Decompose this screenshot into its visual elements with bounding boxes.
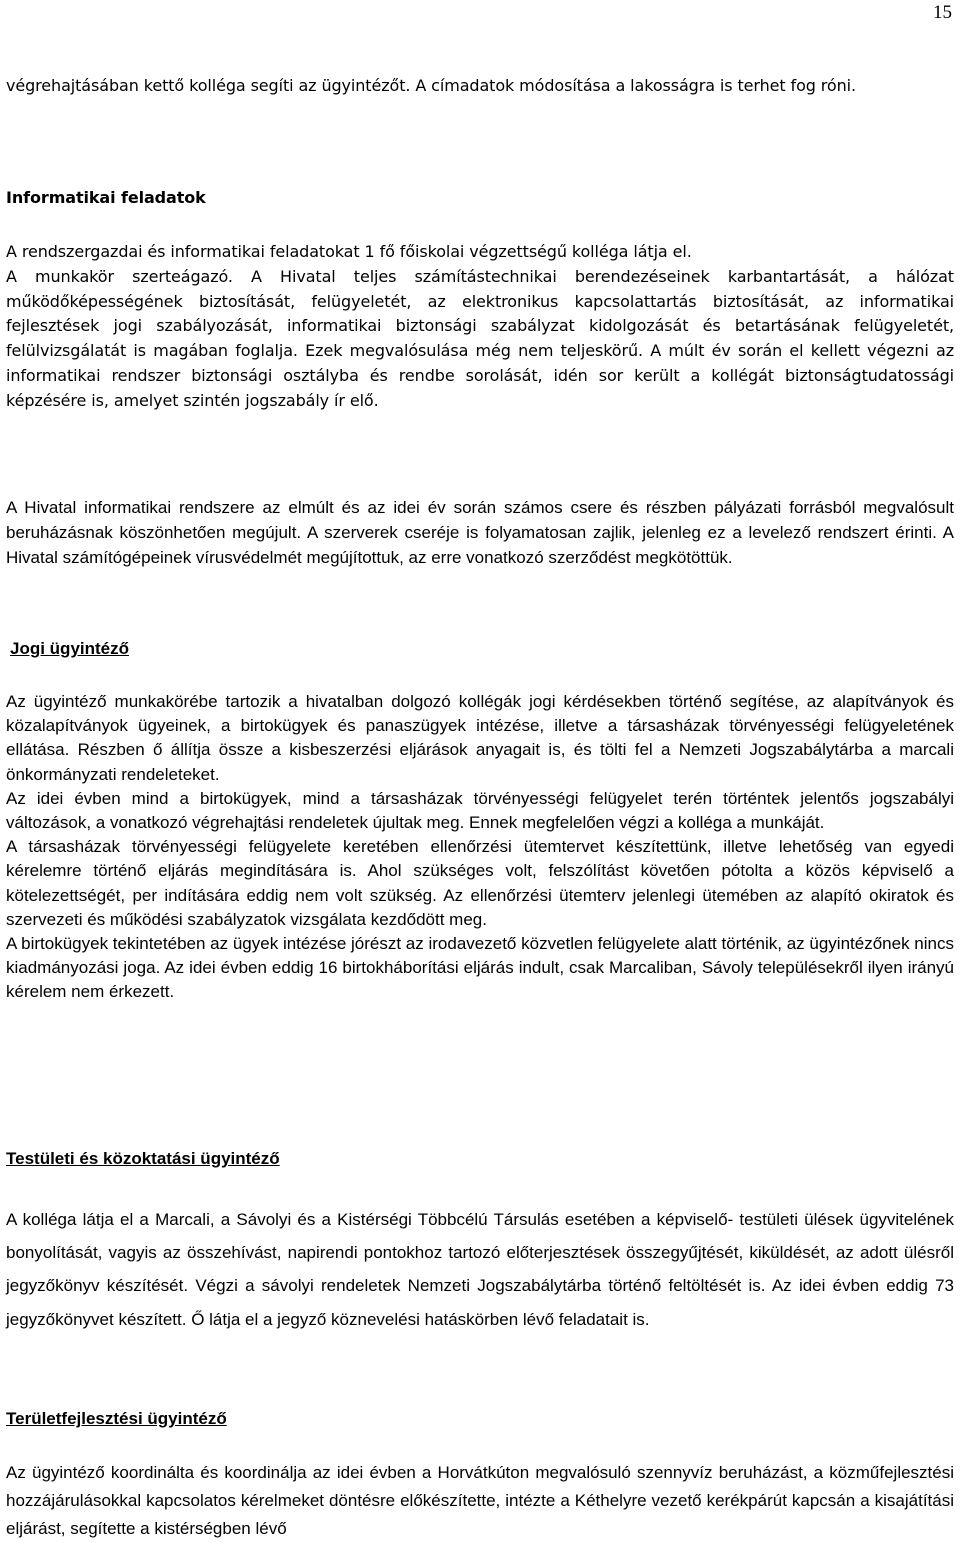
paragraph: Az idei évben mind a birtokügyek, mind a társasházak törvényességi felügyelet terén történtek jelentős jogszabályi változások, a vonatkozó végrehajtási rendeletek újultak meg. Ennek megfelelően végzi a kolléga a munkáját. xyxy=(6,788,954,833)
paragraph: A Hivatal informatikai rendszere az elmúlt és az idei év során számos csere és részben pályázati forrásból megvalósult beruházásnak köszönhetően megújult. A szerverek cseréje is folyamatosan zajlik, jelenleg ez a levelező rendszert érinti. A Hivatal számítógépeinek vírusvédelmét megújítottuk, az erre vonatkozó szerződést megkötöttük. xyxy=(6,498,954,567)
section-testuleti xyxy=(6,1146,954,1172)
informatikai-block-2 xyxy=(6,496,954,570)
section-heading: Jogi ügyintéző xyxy=(10,639,129,658)
paragraph: A birtokügyek tekintetében az ügyek intézése jórészt az irodavezető közvetlen felügyelete alatt történik, az ügyintézőnek nincs kiadmányozási joga. Az idei évben eddig 16 birtokháborítási eljárás indult, csak Marcaliban, Sávoly településekről ilyen irányú kérelem nem érkezett. xyxy=(6,934,954,1002)
paragraph: A kolléga látja el a Marcali, a Sávolyi és a Kistérségi Többcélú Társulás esetében a képviselő- testületi ülések ügyvitelének bonyolítását, vagyis az összehívást, napirendi pontokhoz tartozó előterjesztések összegyűjtését, kiküldését, az adott ülésről jegyzőkönyv készítését. Végzi a sávolyi rendeletek Nemzeti Jogszabálytárba történő feltöltését is. Az idei évben eddig 73 jegyzőkönyvet készített. Ő látja el a jegyző köznevelési hatáskörben lévő feladatait is. xyxy=(6,1210,954,1329)
section-jogi xyxy=(6,636,954,662)
section-terulet xyxy=(6,1406,954,1432)
section-heading: Testületi és közoktatási ügyintéző xyxy=(6,1149,280,1168)
terulet-block xyxy=(6,1459,954,1543)
page-number: 15 xyxy=(933,2,952,23)
jogi-block xyxy=(6,690,954,1005)
paragraph: A munkakör szerteágazó. A Hivatal teljes számítástechnikai berendezéseinek karbantartását, a hálózat működőképességének biztosítását, felügyeletét, az elektronikus kapcsolattartás biztosítását, az informatikai fejlesztések jogi szabályozását, informatikai biztonsági szabályzat kidolgozását és betartásának felügyeletét, felülvizsgálatát is magában foglalja. Ezek megvalósulása még nem teljeskörű. A múlt év során el kellett végezni az informatikai rendszer biztonsági osztályba és rendbe sorolását, idén sor került a kollégát biztonságtudatossági képzésére is, amelyet szintén jogszabály ír elő. xyxy=(6,266,954,410)
section-heading: Területfejlesztési ügyintéző xyxy=(6,1409,227,1428)
intro-block xyxy=(6,74,954,99)
paragraph: Az ügyintéző munkakörébe tartozik a hivatalban dolgozó kollégák jogi kérdésekben történő segítése, az alapítványok és közalapítványok ügyeinek, a birtokügyek és panaszügyek intézése, illetve a társasházak törvényességi felügyeletének ellátása. Részben ő állítja össze a kisbeszerzési eljárások anyagait is, és tölti fel a Nemzeti Jogszabálytárba a marcali önkormányzati rendeleteket. xyxy=(6,692,954,784)
testuleti-block xyxy=(6,1203,954,1336)
paragraph: A rendszergazdai és informatikai feladatokat 1 fő főiskolai végzettségű kolléga látja el. xyxy=(6,242,692,261)
section-informatikai xyxy=(6,185,954,211)
paragraph: Az ügyintéző koordinálta és koordinálja az idei évben a Horvátkúton megvalósuló szennyvíz beruházást, a közműfejlesztési hozzájárulásokkal kapcsolatos kérelmeket döntésre előkészítette, intézte a Kéthelyre vezető kerékpárút kapcsán a kisajátítási eljárást, segítette a kistérségben lévő xyxy=(6,1463,954,1538)
informatikai-block xyxy=(6,240,954,414)
paragraph: A társasházak törvényességi felügyelete keretében ellenőrzési ütemtervet készítettünk, illetve lehetőség van egyedi kérelemre történő eljárás megindítására is. Ahol szükséges volt, felszólítást követően pótolta a közös képviselő a kötelezettségét, per indítására eddig nem volt szükség. Az ellenőrzési ütemterv jelenlegi ütemében az alapító okiratok és szervezeti és működési szabályzatok vizsgálata kezdődött meg. xyxy=(6,837,954,929)
section-heading: Informatikai feladatok xyxy=(6,188,206,207)
intro-paragraph: végrehajtásában kettő kolléga segíti az ügyintézőt. A címadatok módosítása a lakosságra is terhet fog róni. xyxy=(6,76,856,95)
